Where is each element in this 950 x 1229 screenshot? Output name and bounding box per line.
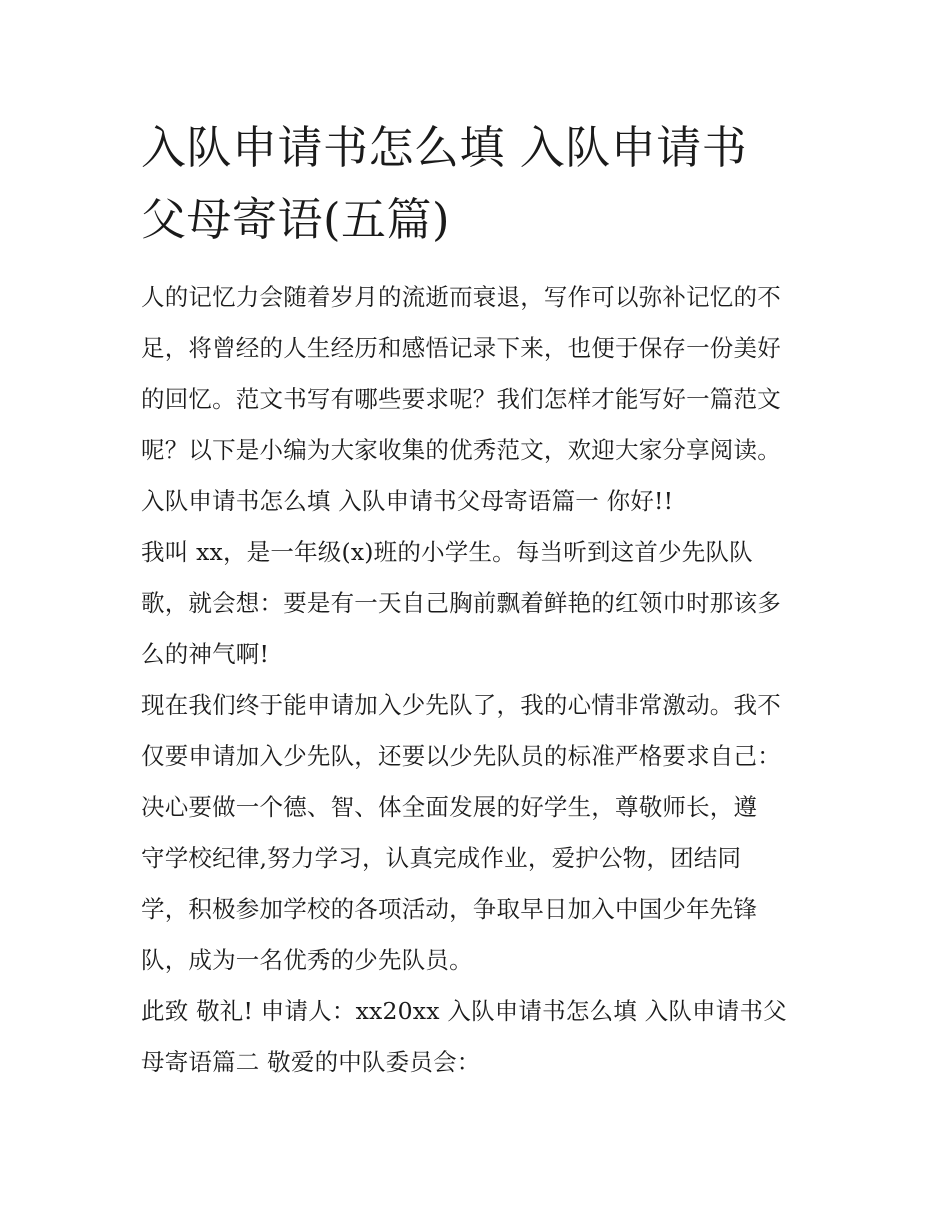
- body-line: 队，成为一名优秀的少先队员。: [141, 946, 473, 974]
- title-line: 父母寄语(五篇): [141, 193, 451, 246]
- body-line: 歌，就会想：要是有一天自己胸前飘着鲜艳的红领巾时那该多: [141, 589, 781, 617]
- document-content: [141, 112, 821, 1088]
- body-line: 此致 敬礼! 申请人：xx20xx 入队申请书怎么填 入队申请书父: [141, 997, 787, 1025]
- document-body: [141, 272, 821, 1088]
- body-line: 现在我们终于能申请加入少先队了，我的心情非常激动。我不: [141, 691, 781, 719]
- body-line: 学，积极参加学校的各项活动，争取早日加入中国少年先锋: [141, 895, 758, 923]
- document-title: [141, 112, 821, 256]
- body-line: 么的神气啊!: [141, 640, 270, 668]
- body-line: 决心要做一个德、智、体全面发展的好学生，尊敬师长，遵: [141, 793, 758, 821]
- body-line: 呢？以下是小编为大家收集的优秀范文，欢迎大家分享阅读。: [141, 436, 781, 464]
- body-line: 足，将曾经的人生经历和感悟记录下来，也便于保存一份美好: [141, 334, 781, 362]
- body-line: 母寄语篇二 敬爱的中队委员会：: [141, 1048, 481, 1076]
- body-line: 我叫 xx，是一年级(x)班的小学生。每当听到这首少先队队: [141, 538, 753, 566]
- title-line: 入队申请书怎么填 入队申请书: [141, 121, 748, 174]
- body-line: 入队申请书怎么填 入队申请书父母寄语篇一 你好!!: [141, 487, 674, 515]
- body-line: 的回忆。范文书写有哪些要求呢？我们怎样才能写好一篇范文: [141, 385, 781, 413]
- body-line: 人的记忆力会随着岁月的流逝而衰退，写作可以弥补记忆的不: [141, 283, 781, 311]
- body-line: 仅要申请加入少先队，还要以少先队员的标准严格要求自己：: [141, 742, 781, 770]
- body-line: 守学校纪律,努力学习，认真完成作业，爱护公物，团结同: [141, 844, 742, 872]
